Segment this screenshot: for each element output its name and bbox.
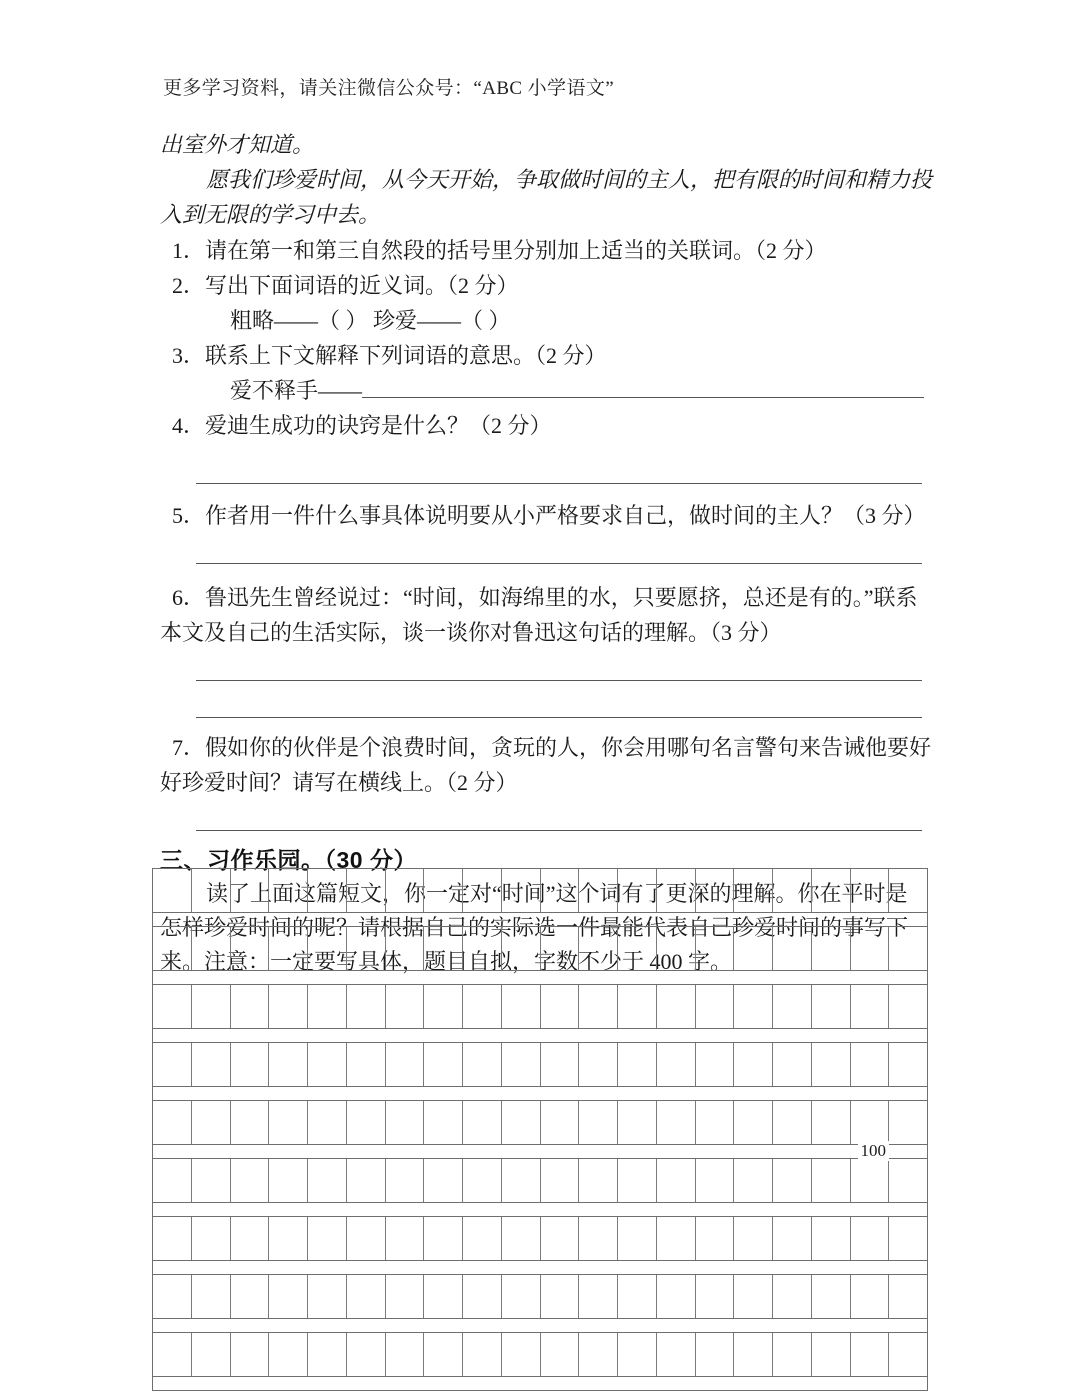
grid-cell[interactable] [618, 1101, 657, 1144]
grid-cell[interactable] [889, 1043, 927, 1086]
grid-cell[interactable] [308, 1217, 347, 1260]
grid-cell[interactable] [657, 1043, 696, 1086]
grid-row[interactable] [153, 985, 927, 1029]
grid-cell[interactable] [696, 985, 735, 1028]
grid-cell[interactable] [386, 1043, 425, 1086]
grid-cell[interactable] [889, 1217, 927, 1260]
grid-cell[interactable] [347, 1275, 386, 1318]
grid-cell[interactable] [386, 985, 425, 1028]
grid-cell[interactable] [231, 985, 270, 1028]
grid-spacer-row [153, 971, 927, 985]
grid-row[interactable] [153, 1275, 927, 1319]
grid-cell[interactable] [424, 1275, 463, 1318]
question-2-blanks[interactable]: 粗略——（ ） 珍爱——（ ） [230, 308, 511, 333]
grid-cell[interactable] [657, 1333, 696, 1376]
grid-cell[interactable] [579, 985, 618, 1028]
grid-cell[interactable] [889, 985, 927, 1028]
spacer-q6-q7 [160, 718, 928, 730]
grid-cell[interactable] [269, 1043, 308, 1086]
grid-cell[interactable] [231, 1275, 270, 1318]
grid-cell[interactable] [386, 1333, 425, 1376]
grid-cell[interactable] [851, 1217, 890, 1260]
grid-cell[interactable] [269, 1333, 308, 1376]
section-3-heading: 三、习作乐园。（30 分） [160, 847, 417, 873]
grid-cell[interactable] [618, 927, 657, 970]
composition-prompt-line-3: 来。注意：一定要写具体，题目自拟，字数不少于 400 字。 [160, 949, 733, 974]
grid-cell[interactable] [424, 1043, 463, 1086]
grid-spacer-row [153, 1377, 927, 1391]
grid-cell[interactable] [696, 1043, 735, 1086]
answer-space-q5 [160, 533, 928, 563]
grid-cell[interactable] [308, 1101, 347, 1144]
grid-cell[interactable] [386, 927, 425, 970]
grid-cell[interactable] [812, 869, 851, 912]
grid-cell[interactable] [579, 1333, 618, 1376]
grid-cell[interactable] [463, 927, 502, 970]
grid-cell[interactable] [889, 1275, 927, 1318]
grid-cell[interactable] [308, 1159, 347, 1202]
grid-cell[interactable] [308, 869, 347, 912]
question-3-term [160, 373, 928, 408]
grid-spacer-row [153, 913, 927, 927]
grid-cell[interactable] [231, 1159, 270, 1202]
grid-cell[interactable] [231, 1043, 270, 1086]
grid-cell[interactable] [734, 927, 773, 970]
grid-cell[interactable] [541, 1275, 580, 1318]
grid-cell[interactable] [231, 1101, 270, 1144]
grid-cell[interactable] [502, 1217, 541, 1260]
answer-blank-q3[interactable] [362, 380, 924, 398]
grid-cell[interactable] [386, 1159, 425, 1202]
answer-space-q6-b [160, 681, 928, 717]
grid-cell[interactable] [696, 1217, 735, 1260]
grid-cell[interactable] [153, 1159, 192, 1202]
grid-cell[interactable] [618, 1043, 657, 1086]
grid-cell[interactable] [424, 927, 463, 970]
passage-paragraph-line-1: 愿我们珍爱时间，从今天开始，争取做时间的主人，把有限的时间和精力投 [206, 168, 933, 193]
grid-cell[interactable] [463, 1101, 502, 1144]
grid-cell[interactable] [851, 927, 890, 970]
grid-cell[interactable] [851, 1275, 890, 1318]
grid-cell[interactable] [618, 869, 657, 912]
grid-cell[interactable] [618, 1217, 657, 1260]
grid-cell[interactable] [579, 1101, 618, 1144]
grid-cell[interactable] [657, 927, 696, 970]
grid-cell[interactable] [541, 1217, 580, 1260]
grid-cell[interactable] [696, 1101, 735, 1144]
grid-cell[interactable] [231, 869, 270, 912]
grid-cell[interactable] [734, 1043, 773, 1086]
answer-space-q7 [160, 800, 928, 830]
grid-cell[interactable] [347, 1217, 386, 1260]
grid-cell[interactable] [347, 869, 386, 912]
grid-cell[interactable] [734, 869, 773, 912]
grid-cell[interactable] [153, 1217, 192, 1260]
grid-cell[interactable] [734, 1159, 773, 1202]
grid-cell[interactable] [696, 1159, 735, 1202]
grid-cell[interactable] [192, 1043, 231, 1086]
grid-cell[interactable] [424, 869, 463, 912]
grid-cell[interactable] [851, 1159, 890, 1202]
grid-cell[interactable] [424, 1101, 463, 1144]
grid-cell[interactable] [231, 1333, 270, 1376]
spacer-q5-q6 [160, 564, 928, 580]
grid-cell[interactable] [541, 1043, 580, 1086]
grid-cell[interactable] [463, 1333, 502, 1376]
grid-cell[interactable] [773, 1043, 812, 1086]
answer-space-q6-a [160, 650, 928, 680]
passage-paragraph-line-2: 入到无限的学习中去。 [160, 203, 381, 228]
grid-cell[interactable] [657, 985, 696, 1028]
grid-cell[interactable] [192, 869, 231, 912]
composition-prompt-line-1: 读了上面这篇短文，你一定对“时间”这个词有了更深的理解。你在平时是 [206, 881, 908, 906]
grid-cell[interactable] [502, 1159, 541, 1202]
grid-cell[interactable] [463, 985, 502, 1028]
answer-space-q4 [160, 443, 928, 483]
grid-cell[interactable] [889, 869, 927, 912]
grid-row[interactable] [153, 869, 927, 913]
grid-cell[interactable] [889, 1101, 927, 1144]
grid-cell[interactable] [502, 1043, 541, 1086]
question-1: 1．请在第一和第三自然段的括号里分别加上适当的关联词。（2 分） [172, 238, 827, 263]
grid-cell[interactable] [153, 1333, 192, 1376]
grid-cell[interactable] [579, 869, 618, 912]
grid-cell[interactable] [269, 927, 308, 970]
grid-cell[interactable] [192, 1101, 231, 1144]
grid-cell[interactable] [657, 1101, 696, 1144]
grid-cell[interactable] [773, 869, 812, 912]
grid-cell[interactable] [463, 1159, 502, 1202]
spacer-q4-q5 [160, 484, 928, 498]
grid-cell[interactable] [386, 869, 425, 912]
grid-cell[interactable] [192, 927, 231, 970]
grid-cell[interactable] [773, 1101, 812, 1144]
grid-cell[interactable] [192, 1159, 231, 1202]
grid-cell[interactable] [153, 1043, 192, 1086]
grid-cell[interactable] [347, 1333, 386, 1376]
question-3-term-label: 爱不释手—— [230, 378, 363, 403]
grid-cell[interactable] [812, 1217, 851, 1260]
grid-row[interactable] [153, 1217, 927, 1261]
grid-row[interactable] [153, 927, 927, 971]
grid-spacer-row [153, 1319, 927, 1333]
grid-cell[interactable] [657, 1275, 696, 1318]
grid-cell[interactable] [773, 1275, 812, 1318]
grid-row[interactable] [153, 1043, 927, 1087]
grid-cell[interactable] [773, 1333, 812, 1376]
grid-cell[interactable] [192, 1333, 231, 1376]
composition-prompt-line-2: 怎样珍爱时间的呢？请根据自己的实际选一件最能代表自己珍爱时间的事写下 [160, 915, 909, 940]
grid-cell[interactable] [502, 927, 541, 970]
grid-cell[interactable] [308, 985, 347, 1028]
grid-cell[interactable] [463, 869, 502, 912]
question-7-line-2: 好珍爱时间？请写在横线上。（2 分） [160, 770, 518, 795]
grid-cell[interactable] [773, 927, 812, 970]
question-6-line-2: 本文及自己的生活实际，谈一谈你对鲁迅这句话的理解。（3 分） [160, 620, 782, 645]
grid-cell[interactable] [618, 985, 657, 1028]
grid-cell[interactable] [851, 1333, 890, 1376]
grid-cell[interactable] [541, 1333, 580, 1376]
grid-cell[interactable] [153, 985, 192, 1028]
grid-cell[interactable] [734, 1101, 773, 1144]
grid-cell[interactable] [889, 1333, 927, 1376]
grid-cell[interactable] [153, 1275, 192, 1318]
grid-cell[interactable] [386, 1101, 425, 1144]
grid-spacer-row [153, 1261, 927, 1275]
question-6-line-1: 6．鲁迅先生曾经说过：“时间，如海绵里的水，只要愿挤，总还是有的。”联系 [172, 585, 918, 610]
grid-cell[interactable] [269, 1217, 308, 1260]
grid-cell[interactable] [618, 1333, 657, 1376]
grid-cell[interactable] [347, 1101, 386, 1144]
grid-cell[interactable] [386, 1217, 425, 1260]
grid-cell[interactable] [696, 1275, 735, 1318]
grid-cell[interactable] [347, 985, 386, 1028]
spacer-before-section-3 [160, 831, 928, 843]
grid-cell[interactable] [308, 927, 347, 970]
grid-cell[interactable] [696, 927, 735, 970]
grid-cell[interactable] [851, 1101, 890, 1144]
grid-cell[interactable] [579, 1043, 618, 1086]
grid-cell[interactable] [541, 869, 580, 912]
grid-cell[interactable] [269, 1101, 308, 1144]
question-7-line-1: 7．假如你的伙伴是个浪费时间，贪玩的人，你会用哪句名言警句来告诫他要好 [172, 735, 932, 760]
grid-cell[interactable] [812, 1275, 851, 1318]
grid-cell[interactable] [579, 1159, 618, 1202]
grid-cell[interactable] [579, 1275, 618, 1318]
grid-cell[interactable] [812, 985, 851, 1028]
grid-cell[interactable] [308, 1275, 347, 1318]
grid-count-marker: 100 [858, 1141, 890, 1161]
grid-cell[interactable] [657, 869, 696, 912]
grid-cell[interactable] [812, 927, 851, 970]
grid-cell[interactable] [269, 985, 308, 1028]
grid-cell[interactable] [153, 1101, 192, 1144]
grid-cell[interactable] [734, 1275, 773, 1318]
passage-line-1: 出室外才知道。 [160, 133, 315, 158]
grid-cell[interactable] [579, 927, 618, 970]
grid-cell[interactable] [812, 1159, 851, 1202]
grid-cell[interactable] [541, 927, 580, 970]
grid-cell[interactable] [851, 1043, 890, 1086]
grid-cell[interactable] [696, 1333, 735, 1376]
grid-cell[interactable] [308, 1333, 347, 1376]
grid-cell[interactable] [889, 927, 927, 970]
grid-cell[interactable] [541, 1101, 580, 1144]
grid-spacer-row [153, 1203, 927, 1217]
grid-cell[interactable] [502, 869, 541, 912]
grid-row[interactable] [153, 1159, 927, 1203]
grid-cell[interactable] [386, 1275, 425, 1318]
grid-cell[interactable] [153, 927, 192, 970]
grid-cell[interactable] [657, 1159, 696, 1202]
grid-cell[interactable] [424, 1159, 463, 1202]
grid-cell[interactable] [734, 1333, 773, 1376]
grid-cell[interactable] [347, 927, 386, 970]
grid-cell[interactable] [463, 1043, 502, 1086]
question-3: 3．联系上下文解释下列词语的意思。（2 分） [172, 343, 607, 368]
grid-cell[interactable] [463, 1217, 502, 1260]
exam-body [160, 128, 933, 979]
grid-spacer-row [153, 1029, 927, 1043]
grid-cell[interactable] [153, 869, 192, 912]
grid-cell[interactable] [851, 869, 890, 912]
grid-cell[interactable] [696, 869, 735, 912]
grid-cell[interactable] [502, 1101, 541, 1144]
grid-cell[interactable] [463, 1275, 502, 1318]
grid-cell[interactable] [541, 985, 580, 1028]
grid-cell[interactable] [734, 1217, 773, 1260]
grid-cell[interactable] [424, 1217, 463, 1260]
grid-spacer-row [153, 1141, 927, 1160]
grid-row[interactable] [153, 1101, 927, 1145]
grid-cell[interactable] [269, 1275, 308, 1318]
grid-cell[interactable] [812, 1101, 851, 1144]
grid-cell[interactable] [231, 1217, 270, 1260]
grid-cell[interactable] [812, 1043, 851, 1086]
question-5: 5．作者用一件什么事具体说明要从小严格要求自己，做时间的主人？（3 分） [172, 503, 926, 528]
question-4: 4．爱迪生成功的诀窍是什么？（2 分） [172, 413, 552, 438]
grid-cell[interactable] [347, 1043, 386, 1086]
grid-cell[interactable] [269, 1159, 308, 1202]
grid-cell[interactable] [734, 985, 773, 1028]
grid-cell[interactable] [347, 1159, 386, 1202]
grid-cell[interactable] [502, 985, 541, 1028]
grid-cell[interactable] [618, 1275, 657, 1318]
grid-cell[interactable] [541, 1159, 580, 1202]
grid-cell[interactable] [192, 1275, 231, 1318]
grid-cell[interactable] [773, 985, 812, 1028]
grid-cell[interactable] [231, 927, 270, 970]
grid-cell[interactable] [502, 1275, 541, 1318]
grid-cell[interactable] [192, 1217, 231, 1260]
grid-cell[interactable] [192, 985, 231, 1028]
composition-grid[interactable] [152, 868, 928, 1391]
question-2: 2．写出下面词语的近义词。（2 分） [172, 273, 519, 298]
grid-cell[interactable] [889, 1159, 927, 1202]
grid-cell[interactable] [851, 985, 890, 1028]
grid-cell[interactable] [424, 1333, 463, 1376]
grid-cell[interactable] [308, 1043, 347, 1086]
grid-cell[interactable] [502, 1333, 541, 1376]
grid-cell[interactable] [773, 1159, 812, 1202]
grid-cell[interactable] [269, 869, 308, 912]
grid-cell[interactable] [812, 1333, 851, 1376]
grid-cell[interactable] [424, 985, 463, 1028]
grid-cell[interactable] [579, 1217, 618, 1260]
grid-spacer-row [153, 1087, 927, 1101]
grid-cell[interactable] [657, 1217, 696, 1260]
grid-cell[interactable] [773, 1217, 812, 1260]
grid-cell[interactable] [618, 1159, 657, 1202]
grid-row[interactable] [153, 1333, 927, 1377]
watermark-text: 更多学习资料，请关注微信公众号：“ABC 小学语文” [163, 78, 615, 99]
